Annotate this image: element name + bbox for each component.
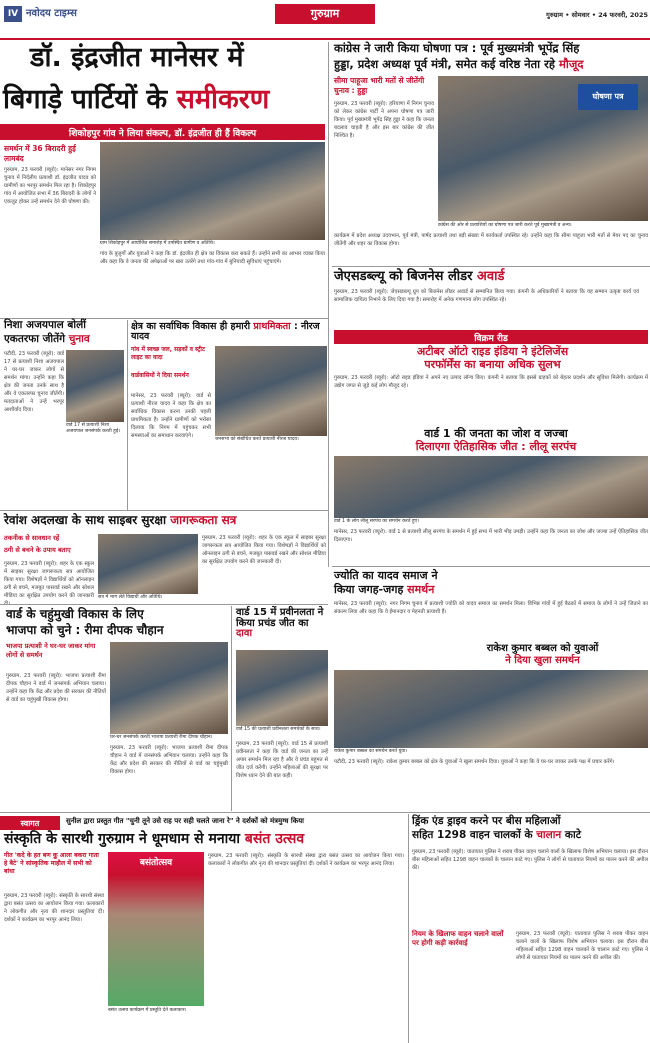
kshetra-headline: क्षेत्र का सर्वाधिक विकास ही हमारी प्राथमिकता : नीरज यादव bbox=[131, 321, 320, 342]
jyoti-body: मानेसर, 23 फरवरी (ब्यूरो): नगर निगम चुनाव में प्रत्याशी ज्योति को यादव समाज का समर्थन मिला। विभिन्न गांवों में हुई बैठकों में समाज के लोगों ने उन्हें जिताने का संकल्प लिया और कहा कि वे ईमानदार व मेहनती प्रत्याशी हैं। bbox=[334, 601, 648, 615]
lead-photo bbox=[100, 142, 325, 240]
lead-strap: शिकोहपुर गांव ने लिया संकल्प, डॉ. इंद्रजीत ही हैं विकल्प bbox=[0, 124, 325, 140]
rakesh-body: पटौदी, 23 फरवरी (ब्यूरो): राकेश कुमार बब्बल को क्षेत्र के युवाओं ने खुला समर्थन दिया। युवाओं ने कहा कि वे घर-घर जाकर उनके पक्ष में प्रचार करेंगे। bbox=[334, 759, 615, 765]
divider bbox=[127, 320, 128, 510]
paper-name: नवोदय टाइम्स bbox=[26, 8, 77, 19]
lead-sub-1: समर्थन में 36 बिरादरी हुई लामबंद bbox=[4, 144, 76, 163]
manifesto-poster: घोषणा पत्र bbox=[578, 84, 638, 110]
rewansh-photo bbox=[98, 534, 198, 594]
nisha-photo bbox=[66, 350, 124, 422]
drink-headline-2: सहित 1298 वाहन चालकों के चालान काटे bbox=[412, 829, 581, 841]
congress-photo bbox=[438, 76, 648, 221]
page-number: IV bbox=[4, 6, 22, 22]
swagat-headline: संस्कृति के सारथी गुरुग्राम ने धूमधाम से मनाया बसंत उत्सव bbox=[4, 831, 305, 847]
swagat-tag: स्वागत bbox=[0, 816, 60, 830]
ward-headline-1: वार्ड के चहुंमुखी विकास के लिए bbox=[6, 607, 144, 621]
swagat-strap: सुनील द्वारा प्रस्तुत गीत "चुनी तूने उसे राह पर सही चलते जाना रे" ने दर्शकों को मंत्रमुग्ध किया bbox=[66, 817, 304, 825]
lead-headline-1: डॉ. इंद्रजीत मानेसर में bbox=[30, 42, 244, 73]
congress-body-1: गुरुग्राम, 23 फरवरी (ब्यूरो): हरियाणा में निगम चुनाव को लेकर कांग्रेस पार्टी ने अपना घोषणा पत्र जारी किया। पूर्व मुख्यमंत्री भूपेंद्र सिंह हुड्डा ने कहा कि जनता बदलाव चाहती है और इस बार कांग्रेस की जीत निश्चित है। bbox=[334, 101, 434, 139]
ward-body: गुरुग्राम, 23 फरवरी (ब्यूरो): भाजपा प्रत्याशी रीमा दीपक चौहान ने वार्ड में जनसंपर्क अभियान चलाया। उन्होंने कहा कि केंद्र और प्रदेश की सरकार की नीतियों से वार्ड का चहुंमुखी विकास होगा। bbox=[6, 673, 106, 703]
kshetra-caption: जनसभा को संबोधित करते प्रत्याशी नीरज यादव। bbox=[215, 437, 299, 442]
rewansh-sub-1: तकनीक से सावधान रहें bbox=[4, 534, 60, 542]
pravin-caption: वार्ड 15 की प्रत्याशी प्रवीनलता समर्थकों के साथ। bbox=[236, 727, 321, 732]
rewansh-body-2: गुरुग्राम, 23 फरवरी (ब्यूरो): शहर के एक स्कूल में साइबर सुरक्षा जागरूकता सत्र आयोजित किया गया। विशेषज्ञों ने विद्यार्थियों को ऑनलाइन ठगी से बचने, मजबूत पासवर्ड रखने और सोशल मीडिया का सुरक्षित उपयोग करने की जानकारी दी। bbox=[202, 535, 326, 565]
jsw-body: गुरुग्राम, 23 फरवरी (ब्यूरो): जेएसडब्ल्यू ग्रुप को बिजनेस लीडर अवार्ड से सम्मानित किया गया। कंपनी के अधिकारियों ने बताया कि यह सम्मान उत्कृष्ट कार्य एवं सामाजिक दायित्व निभाने के लिए दिया गया है। समारोह में अनेक गणमान्य लोग उपस्थित रहे। bbox=[334, 289, 639, 303]
divider bbox=[231, 606, 232, 811]
masthead bbox=[0, 0, 650, 40]
drink-body-2: गुरुग्राम, 23 फरवरी (ब्यूरो): यातायात पुलिस ने शराब पीकर वाहन चलाने वालों के खिलाफ विशेष अभियान चलाया। इस दौरान बीस महिलाओं सहित 1298 वाहन चालकों के चालान काटे गए। पुलिस ने लोगों से यातायात नियमों का पालन करने की अपील की। bbox=[516, 931, 648, 961]
rakesh-photo bbox=[334, 670, 648, 748]
rewansh-headline: रेवांश अदलखा के साथ साइबर सुरक्षा जागरूकता सत्र bbox=[4, 513, 237, 527]
lead-body-2: गांव के बुजुर्गों और युवाओं ने कहा कि डॉ. इंद्रजीत ही क्षेत्र का विकास करा सकते हैं। उन्होंने सभी का आभार व्यक्त किया और कहा कि वे जनता की अपेक्षाओं पर खरा उतरेंगे तथा गांव-गांव में बुनियादी सुविधाएं पहुंचाएंगे। bbox=[100, 251, 325, 265]
divider bbox=[328, 42, 329, 567]
lead-caption: ग्राम शिकोहपुर में आयोजित समारोह में उपस्थित ग्रामीण व अतिथि। bbox=[100, 241, 215, 246]
swagat-body-2: गुरुग्राम, 23 फरवरी (ब्यूरो): संस्कृति के सारथी संस्था द्वारा बसंत उत्सव का आयोजन किया गया। कलाकारों ने लोकगीत और नृत्य की शानदार प्रस्तुतियां दीं। दर्शकों ने कार्यक्रम का भरपूर आनंद लिया। bbox=[208, 853, 404, 867]
ward-headline-2: भाजपा को चुने : रीमा दीपक चौहान bbox=[6, 623, 164, 637]
kshetra-photo bbox=[215, 346, 327, 436]
nisha-headline-1: निशा अजयपाल बोलीं bbox=[4, 319, 86, 331]
vicky-body: गुरुग्राम, 23 फरवरी (ब्यूरो): ऑटो राइड इंडिया ने अपने नए उत्पाद लॉन्च किए। कंपनी ने बताया कि इससे ग्राहकों को बेहतर प्रदर्शन और सुविधा मिलेगी। कार्यक्रम में उद्योग जगत से जुड़े कई लोग मौजूद रहे। bbox=[334, 375, 648, 389]
vicky-tag: विक्रम रीड bbox=[334, 330, 648, 344]
swagat-sub-1: गीत 'कदे के हत बण कुू आला बकरा गाता हे बैटे' ने सांस्कृतिक माहौल में सभी को बांधा bbox=[4, 852, 99, 875]
congress-headline-2: हुड्डा, प्रदेश अध्यक्ष पूर्व मंत्री, समेत कई वरिष्ठ नेता रहे मौजूद bbox=[334, 57, 584, 71]
vicky-headline-1: अटीबर ऑटो राइड इंडिया ने इंटेलिजेंस bbox=[416, 345, 569, 358]
lead-body-1: गुरुग्राम, 23 फरवरी (ब्यूरो): मानेसर नगर निगम चुनाव में निर्दलीय प्रत्याशी डॉ. इंद्रजीत यादव को ग्रामीणों का भरपूर समर्थन मिल रहा है। शिकोहपुर गांव में आयोजित सभा में 36 बिरादरी के लोगों ने एकजुट होकर उन्हें समर्थन देने की घोषणा की। bbox=[4, 167, 96, 205]
divider bbox=[332, 266, 650, 267]
divider bbox=[0, 510, 328, 511]
jyoti-headline-2: किया जगह-जगह समर्थन bbox=[334, 583, 435, 596]
vicky-headline-2: परफॉर्मेंस का बनाया अधिक सुलभ bbox=[424, 358, 561, 371]
pravin-photo bbox=[236, 650, 328, 726]
ward1-body: मानेसर, 23 फरवरी (ब्यूरो): वार्ड 1 से प्रत्याशी लीलू सरपंच के समर्थन में हुई सभा में भारी भीड़ उमड़ी। उन्होंने कहा कि जनता का जोश और जज्बा उन्हें ऐतिहासिक जीत दिलाएगा। bbox=[334, 529, 648, 543]
ward1-photo bbox=[334, 456, 648, 518]
nisha-body: पटौदी, 23 फरवरी (ब्यूरो): वार्ड 17 से प्रत्याशी निशा अजयपाल ने घर-घर जाकर लोगों से समर्थन मांगा। उन्होंने कहा कि क्षेत्र की जनता उनके साथ है और वे एकतरफा चुनाव जीतेंगी। मतदाताओं ने उन्हें भरपूर आशीर्वाद दिया। bbox=[4, 351, 64, 413]
kshetra-sub-2: वार्डवासियों ने दिया समर्थन bbox=[131, 372, 189, 379]
kshetra-body: मानेसर, 23 फरवरी (ब्यूरो): वार्ड से प्रत्याशी नीरज यादव ने कहा कि क्षेत्र का सर्वाधिक विकास करना उनकी पहली प्राथमिकता है। उन्होंने ग्रामीणों को भरोसा दिलाया कि निगम में पहुंचकर सभी समस्याओं का समाधान करवाएंगे। bbox=[131, 393, 211, 439]
divider bbox=[332, 566, 650, 567]
congress-body-2: कार्यक्रम में प्रदेश अध्यक्ष उदयभान, पूर्व मंत्री, पार्षद प्रत्याशी तथा बड़ी संख्या में कार्यकर्ता उपस्थित रहे। उन्होंने कहा कि सीमा पाहूजा भारी मतों से मेयर पद का चुनाव जीतेंगी और शहर का विकास होगा। bbox=[334, 233, 648, 247]
ward-photo bbox=[110, 642, 228, 734]
divider bbox=[408, 814, 409, 1043]
pravin-headline: वार्ड 15 में प्रवीनलता ने किया प्रचंड जीत का दावा bbox=[236, 607, 324, 639]
congress-headline-1: कांग्रेस ने जारी किया घोषणा पत्र : पूर्व मुख्यमंत्री भूपेंद्र सिंह bbox=[334, 41, 580, 55]
dateline: गुरुग्राम • सोमवार • 24 फरवरी, 2025 bbox=[546, 11, 648, 19]
rakesh-headline-2: ने दिया खुला समर्थन bbox=[505, 655, 580, 666]
rewansh-body: गुरुग्राम, 23 फरवरी (ब्यूरो): शहर के एक स्कूल में साइबर सुरक्षा जागरूकता सत्र आयोजित किया गया। विशेषज्ञों ने विद्यार्थियों को ऑनलाइन ठगी से बचने, मजबूत पासवर्ड रखने और सोशल मीडिया का सुरक्षित उपयोग करने की जानकारी bbox=[4, 561, 94, 599]
kshetra-sub-1: गांव में स्वच्छ जल, सड़कों व स्ट्रीट लाइट का वादा bbox=[131, 346, 205, 361]
swagat-photo bbox=[108, 852, 204, 1006]
congress-caption: कांग्रेस की ओर से प्रत्याशियों का घोषणा पत्र जारी करते पूर्व मुख्यमंत्री व अन्य। bbox=[438, 223, 572, 228]
rakesh-caption: राकेश कुमार बब्बल का समर्थन करते युवा। bbox=[334, 749, 408, 754]
rakesh-headline-1: राकेश कुमार बब्बल को युवाओं bbox=[486, 643, 599, 654]
swagat-caption: बसंत उत्सव कार्यक्रम में प्रस्तुति देते कलाकार। bbox=[108, 1008, 187, 1013]
ward-sub-1: भाजपा प्रत्याशी ने घर-घर जाकर मांगा लोगों से समर्थन bbox=[6, 642, 96, 659]
drink-body: गुरुग्राम, 23 फरवरी (ब्यूरो): यातायात पुलिस ने शराब पीकर वाहन चलाने वालों के खिलाफ विशेष अभियान चलाया। इस दौरान बीस महिलाओं सहित 1298 वाहन चालकों के चालान काटे गए। पुलिस ने लोगों से यातायात नियमों का पालन करने की अपील की। bbox=[412, 849, 648, 871]
divider bbox=[0, 604, 328, 605]
ward-caption: घर-घर जनसंपर्क करती भाजपा प्रत्याशी रीमा दीपक चौहान। bbox=[110, 735, 213, 740]
pravin-body: गुरुग्राम, 23 फरवरी (ब्यूरो): वार्ड 15 से प्रत्याशी प्रवीनलता ने कहा कि वार्ड की जनता का उन्हें अपार समर्थन मिल रहा है और वे प्रचंड बहुमत से जीत दर्ज करेंगी। उन्होंने महिलाओं की सुरक्षा पर विशेष ध्यान देने की बात कही। bbox=[236, 741, 328, 779]
divider bbox=[0, 812, 650, 813]
ward-body-2: गुरुग्राम, 23 फरवरी (ब्यूरो): भाजपा प्रत्याशी रीमा दीपक चौहान ने वार्ड में जनसंपर्क अभियान चलाया। उन्होंने कहा कि केंद्र और प्रदेश की सरकार की नीतियों से वार्ड का चहुंमुखी विकास होगा। bbox=[110, 745, 228, 775]
jsw-headline: जेएसडब्ल्यू को बिजनेस लीडर अवार्ड bbox=[334, 269, 505, 284]
ward1-headline-1: वार्ड 1 की जनता का जोश व जज्बा bbox=[424, 427, 568, 440]
swagat-body: गुरुग्राम, 23 फरवरी (ब्यूरो): संस्कृति के सारथी संस्था द्वारा बसंत उत्सव का आयोजन किया गया। कलाकारों ने लोकगीत और नृत्य की शानदार प्रस्तुतियां दीं। दर्शकों ने कार्यक्रम का भरपूर आनंद लिया। bbox=[4, 893, 104, 923]
drink-sub-1: नियम के खिलाफ वाहन चलाने वालों पर होगी कड़ी कार्रवाई bbox=[412, 930, 512, 948]
lead-headline-2: बिगाड़े पार्टियों के समीकरण bbox=[3, 84, 270, 115]
section-name: गुरुग्राम bbox=[275, 4, 375, 24]
basant-banner: बसंतोत्सव bbox=[139, 858, 173, 868]
nisha-caption: वार्ड 17 से प्रत्याशी निशा अजयपाल जनसंपर्क करती हुई। bbox=[66, 423, 121, 434]
drink-headline-1: ड्रिंक एंड ड्राइव करने पर बीस महिलाओं bbox=[412, 815, 561, 827]
rewansh-sub-2: ठगी से बचने के उपाय बताए bbox=[4, 546, 71, 554]
nisha-headline-2: एकतरफा जीतेंगे चुनाव bbox=[4, 333, 90, 345]
jyoti-headline-1: ज्योति का यादव समाज ने bbox=[334, 569, 438, 582]
ward1-headline-2: दिलाएगा ऐतिहासिक जीत : लीलू सरपंच bbox=[415, 440, 577, 453]
rewansh-caption: सत्र में भाग लेते विद्यार्थी और अतिथि। bbox=[98, 595, 163, 600]
ward1-caption: वार्ड 1 के लोग लीलू सरपंच का समर्थन करते हुए। bbox=[334, 519, 420, 524]
congress-sub: सीमा पाहूजा भारी मतों से जीतेंगी चुनाव : हुड्डा bbox=[334, 76, 425, 95]
